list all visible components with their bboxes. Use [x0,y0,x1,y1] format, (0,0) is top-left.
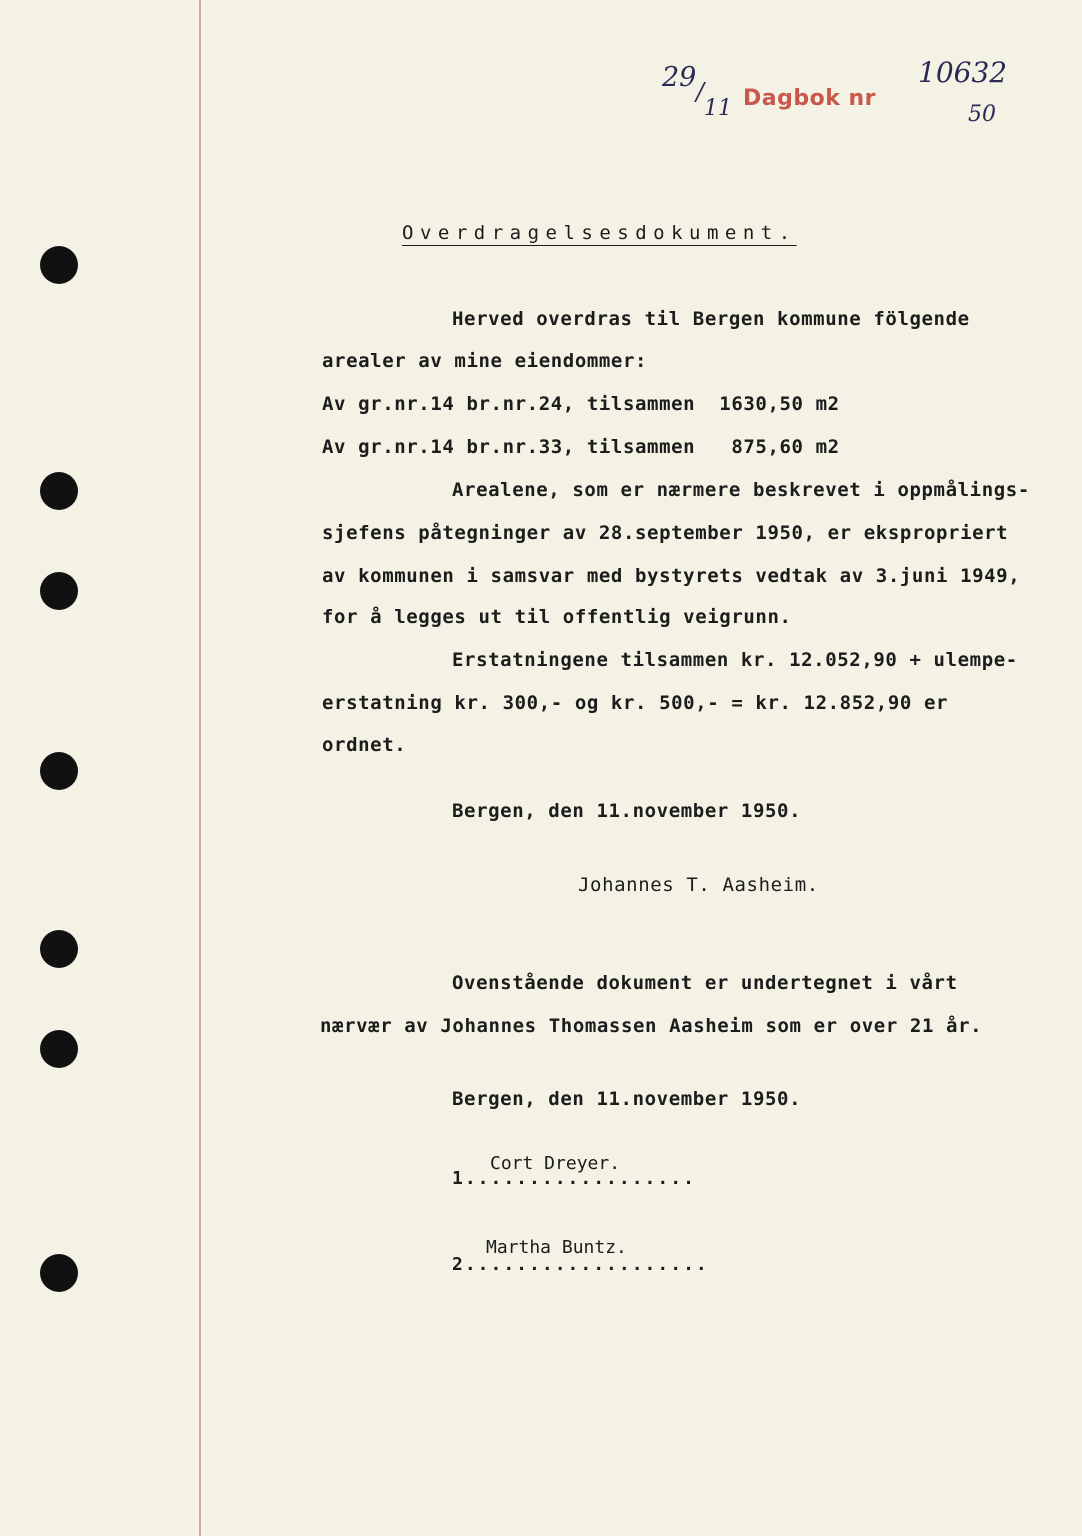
margin-rule [199,0,201,1536]
body-line: arealer av mine eiendommer: [322,350,648,372]
punch-hole [40,1030,78,1068]
parcel-line: Av gr.nr.14 br.nr.24, tilsammen 1630,50 m2 [322,393,840,415]
punch-hole [40,930,78,968]
place-date: Bergen, den 11.november 1950. [452,800,802,822]
body-line: Herved overdras til Bergen kommune fölgende [452,308,970,330]
signatory-name: Johannes T. Aasheim. [578,874,819,896]
handwritten-day: 29 [662,62,697,93]
punch-hole [40,752,78,790]
body-line: erstatning kr. 300,- og kr. 500,- = kr. 12.852,90 er [322,692,949,714]
witness-place-date: Bergen, den 11.november 1950. [452,1088,802,1110]
body-line: sjefens påtegninger av 28.september 1950, er ekspropriert [322,522,1009,544]
handwritten-slash: / [696,78,705,106]
body-line: av kommunen i samsvar med bystyrets vedtak av 3.juni 1949, [322,565,1021,587]
witness1-signature-line: 1.................. [452,1168,696,1189]
punch-hole [40,1254,78,1292]
witness1-name: Cort Dreyer. [490,1153,621,1174]
handwritten-year: 50 [968,102,996,127]
parcel-line: Av gr.nr.14 br.nr.33, tilsammen 875,60 m2 [322,436,840,458]
punch-hole [40,472,78,510]
handwritten-journal-number: 10632 [918,56,1008,89]
punch-hole [40,246,78,284]
witness-line: nærvær av Johannes Thomassen Aasheim som er over 21 år. [320,1015,983,1037]
witness-line: Ovenstående dokument er undertegnet i vårt [452,972,958,994]
body-line: for å legges ut til offentlig veigrunn. [322,606,792,628]
body-line: ordnet. [322,734,407,756]
witness2-name: Martha Buntz. [486,1237,627,1258]
witness2-signature-line: 2................... [452,1254,709,1275]
punch-hole [40,572,78,610]
handwritten-month: 11 [704,96,732,121]
body-line: Arealene, som er nærmere beskrevet i oppmålings- [452,479,1030,501]
document-title: Overdragelsesdokument. [402,222,797,244]
body-line: Erstatningene tilsammen kr. 12.052,90 + ulempe- [452,649,1018,671]
dagbok-stamp: Dagbok nr [743,86,877,111]
